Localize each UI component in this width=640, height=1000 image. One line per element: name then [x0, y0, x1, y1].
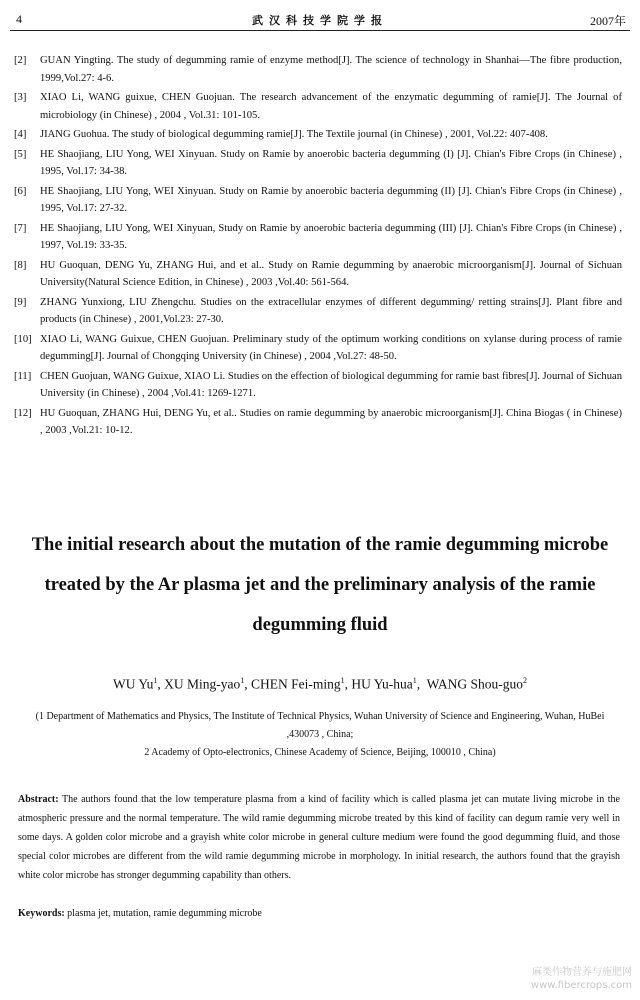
page-number: 4 — [16, 12, 22, 26]
author-name: XU Ming-yao — [164, 676, 241, 692]
reference-number: [7] — [14, 222, 27, 234]
author-affiliation-mark: 1 — [340, 676, 345, 685]
author-name: WU Yu — [112, 676, 154, 692]
reference-number: [3] — [14, 92, 27, 103]
author-affiliation-mark: 2 — [523, 676, 527, 685]
affiliation-1: (1 Department of Mathematics and Physics, The Institute of Technical Physics, Wuhan University of Science and Engineering, Wuhan, HuBei ,430073 , China; — [35, 711, 605, 740]
reference-item — [14, 294, 622, 329]
reference-item — [14, 220, 622, 255]
abstract-label: Abstract: — [18, 794, 59, 805]
affiliation-2: 2 Academy of Opto-electronics, Chinese Academy of Science, Beijing, 100010 , China) — [144, 747, 496, 758]
author-list — [0, 676, 640, 693]
reference-text: CHEN Guojuan, WANG Guixue, XIAO Li. Studies on the effection of biological degumming for ramie bast fibres[J]. Journal of Sichuan University (in Chinese) , 2004 ,Vol.41: 1269-1271. — [40, 370, 622, 399]
reference-number: [12] — [14, 407, 32, 419]
watermark-line-2: www.fibercrops.com — [530, 980, 632, 991]
affiliations — [20, 708, 620, 762]
author-separator: , — [244, 676, 251, 692]
reference-text: GUAN Yingting. The study of degumming ramie of enzyme method[J]. The science of technology in Shanhai—The fibre production, 1999,Vol.27: 4-6. — [40, 55, 622, 84]
reference-text: ZHANG Yunxiong, LIU Zhengchu. Studies on the extracellular enzymes of different degumming/ retting strains[J]. Plant fibre and products (in Chinese) , 2001,Vol.23: 27-30. — [40, 296, 622, 325]
author-separator: , — [416, 676, 427, 692]
reference-number: [11] — [14, 370, 32, 382]
reference-number: [6] — [14, 185, 27, 197]
reference-list — [14, 52, 622, 442]
keywords — [18, 908, 620, 919]
journal-year: 2007年 — [589, 14, 626, 28]
watermark — [531, 966, 632, 992]
reference-text: HU Guoquan, ZHANG Hui, DENG Yu, et al.. Studies on ramie degumming by anaerobic microorganism[J]. China Biogas ( in Chinese) , 2003 ,Vol.21: 10-12. — [40, 407, 622, 436]
author-name: WANG Shou-guo — [426, 676, 523, 692]
reference-text: HE Shaojiang, LIU Yong, WEI Xinyuan. Study on Ramie by anoerobic bacteria degumming (I) [J]. Chian's Fibre Crops (in Chinese) , 1995, Vol.17: 34-38. — [40, 148, 622, 177]
reference-number: [5] — [14, 148, 27, 160]
reference-item — [14, 183, 622, 218]
keywords-label: Keywords: — [18, 908, 65, 919]
journal-name: 武汉科技学院学报 — [252, 14, 388, 27]
author-affiliation-mark: 1 — [153, 676, 158, 685]
author-separator: , — [157, 676, 165, 692]
reference-item — [14, 126, 622, 144]
reference-text: XIAO Li, WANG Guixue, CHEN Guojuan. Preliminary study of the optimum working conditions on xylanse during process of ramie degumming[J]. Journal of Chongqing University (in Chinese) , 2004 ,Vol.27: 48-50. — [40, 333, 622, 362]
author-affiliation-mark: 1 — [240, 676, 245, 685]
reference-item — [14, 89, 622, 124]
reference-number: [8] — [14, 259, 27, 271]
abstract — [18, 790, 620, 885]
author-name: HU Yu-hua — [351, 676, 413, 692]
reference-item — [14, 405, 622, 440]
reference-item — [14, 331, 622, 366]
reference-number: [2] — [14, 55, 27, 66]
reference-text: HU Guoquan, DENG Yu, ZHANG Hui, and et al.. Study on Ramie degumming by anaerobic microorganism[J]. Journal of Sichuan University(Natural Science Edition, in Chinese) , 2003 ,Vol.40: 561-564. — [40, 259, 622, 288]
author-name: CHEN Fei-ming — [250, 676, 341, 692]
reference-text: HE Shaojiang, LIU Yong, WEI Xinyuan, Study on Ramie by anoerobic bacteria degumming (III) [J]. Chian's Fibre Crops (in Chinese) , 1997, Vol.19: 33-35. — [40, 222, 622, 251]
reference-text: XIAO Li, WANG guixue, CHEN Guojuan. The research advancement of the enzymatic degumming of ramie[J]. The Journal of microbiology (in Chinese) , 2004 , Vol.31: 101-105. — [40, 92, 622, 121]
reference-text: HE Shaojiang, LIU Yong, WEI Xinyuan. Study on Ramie by anoerobic bacteria degumming (II) [J]. Chian's Fibre Crops (in Chinese) , 1995, Vol.17: 27-32. — [40, 185, 622, 214]
keywords-text: plasma jet, mutation, ramie degumming microbe — [67, 908, 262, 919]
author-separator: , — [344, 676, 352, 692]
reference-item — [14, 146, 622, 181]
watermark-line-1: 麻类作物营养与施肥网 — [532, 967, 632, 978]
reference-item — [14, 257, 622, 292]
abstract-text: The authors found that the low temperature plasma from a kind of facility which is called plasma jet can mutate living microbe in the atmospheric pressure and the normal temperature. The wild ramie degumming microbe treated by this kind of facility can degum ramie very well in some days. A golden color microbe and a grayish white color microbe in general culture medium were found the good degumming fluid, and those special color microbes are different from the wild ramie degumming microbe in morphology. In initial research, the authors found that the grayish white color microbe has stronger degumming capability than others. — [18, 794, 621, 881]
reference-number: [9] — [14, 296, 27, 308]
author-affiliation-mark: 1 — [412, 676, 417, 685]
reference-item — [14, 368, 622, 403]
running-header — [10, 8, 630, 31]
reference-item — [14, 52, 622, 87]
reference-text: JIANG Guohua. The study of biological degumming ramie[J]. The Textile journal (in Chinese) , 2001, Vol.22: 407-408. — [40, 129, 548, 140]
reference-number: [4] — [14, 129, 27, 140]
reference-number: [10] — [14, 333, 32, 345]
paper-title: The initial research about the mutation of the ramie degumming microbe treated by the Ar plasma jet and the preliminary analysis of the ramie degumming fluid — [31, 535, 609, 635]
